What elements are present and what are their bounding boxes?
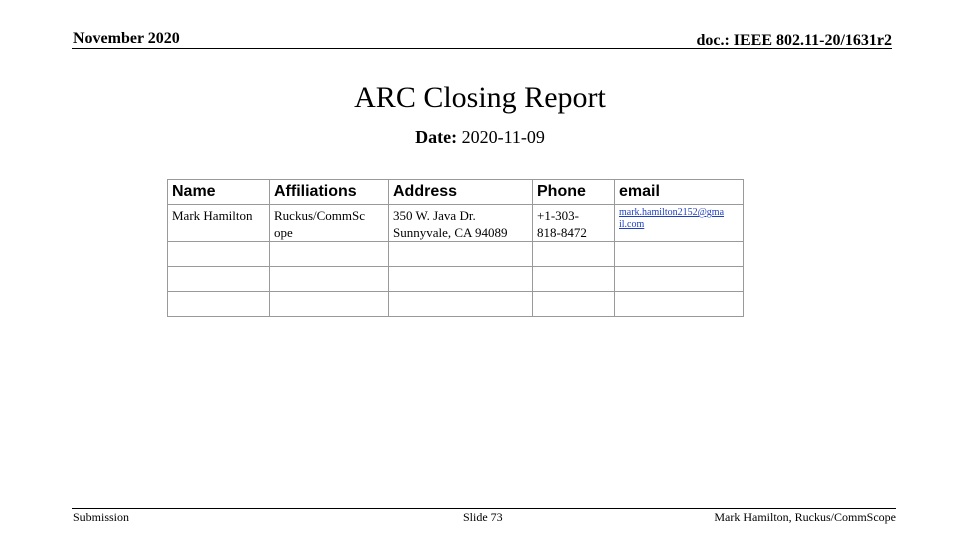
empty-cell [389,267,533,292]
empty-cell [389,292,533,317]
address-line-2: Sunnyvale, CA 94089 [393,225,508,240]
slide-title: ARC Closing Report [354,81,606,114]
header-phone: Phone [533,180,615,205]
affiliation-line-2: ope [274,225,293,240]
phone-line-2: 818-8472 [537,225,587,240]
table-row-empty [168,242,744,267]
attendee-table [167,179,744,317]
empty-cell [615,267,744,292]
header-doc-id: doc.: IEEE 802.11-20/1631r2 [696,32,892,49]
empty-cell [533,267,615,292]
email-link-line-2[interactable]: il.com [619,219,645,230]
cell-phone [533,205,615,242]
footer-divider [72,508,896,509]
empty-cell [270,292,389,317]
footer-submission: Submission [73,510,130,524]
affiliation-line-1: Ruckus/CommSc [274,208,366,223]
cell-name [168,205,270,242]
cell-affiliation [270,205,389,242]
table-row-empty [168,292,744,317]
table-header-row [168,180,744,205]
header-date: November 2020 [73,30,180,47]
empty-cell [168,292,270,317]
empty-cell [533,292,615,317]
cell-email[interactable] [615,205,744,242]
empty-cell [615,292,744,317]
cell-address [389,205,533,242]
name-text: Mark Hamilton [172,208,253,223]
phone-line-1: +1-303- [537,208,579,223]
empty-cell [389,242,533,267]
address-line-1: 350 W. Java Dr. [393,208,476,223]
empty-cell [168,242,270,267]
header-address: Address [389,180,533,205]
email-link-line-1[interactable]: mark.hamilton2152@gma [619,207,725,218]
footer-author: Mark Hamilton, Ruckus/CommScope [714,510,896,524]
table-row [168,205,744,242]
header-divider [72,48,892,49]
empty-cell [270,242,389,267]
date-value: 2020-11-09 [457,127,545,147]
empty-cell [270,267,389,292]
empty-cell [533,242,615,267]
footer-slide-number: Slide 73 [463,510,503,524]
date-label: Date: [415,127,458,147]
header-email: email [615,180,744,205]
header-name: Name [168,180,270,205]
table-row-empty [168,267,744,292]
date-line [0,127,960,148]
header-affiliations: Affiliations [270,180,389,205]
empty-cell [615,242,744,267]
empty-cell [168,267,270,292]
